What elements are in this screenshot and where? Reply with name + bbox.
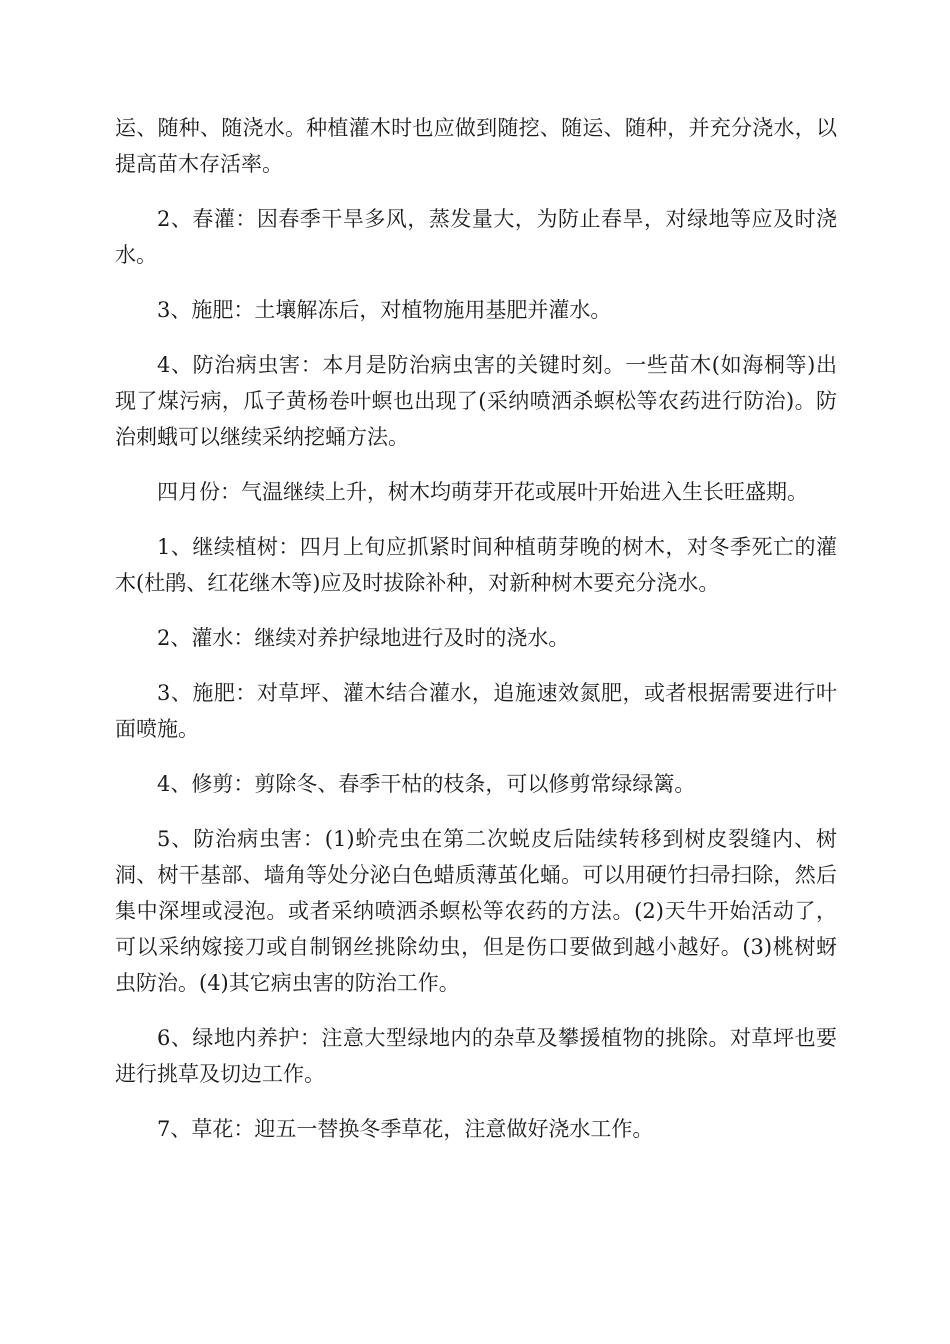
paragraph-april-heading: 四月份：气温继续上升，树木均萌芽开花或展叶开始进入生长旺盛期。 — [157, 480, 808, 504]
paragraph-april-fertilizing: 3、施肥：对草坪、灌木结合灌水，追施速效氮肥，或者根据需要进行叶面喷施。 — [115, 681, 837, 741]
paragraph-watering: 2、灌水：继续对养护绿地进行及时的浇水。 — [157, 626, 570, 650]
paragraph-fertilizing: 3、施肥：土壤解冻后，对植物施用基肥并灌水。 — [157, 298, 612, 322]
paragraph-april-pest-control: 5、防治病虫害：(1)蚧壳虫在第二次蜕皮后陆续转移到树皮裂缝内、树洞、树干基部、墙角等处分泌白色蜡质薄茧化蛹。可以用硬竹扫帚扫除，然后集中深埋或浸泡。或者采纳喷洒杀螟松等农药的方法。(2)天牛开始活动了，可以采纳嫁接刀或自制钢丝挑除幼虫，但是伤口要做到越小越好。(3)桃树蚜虫防治。(4)其它病虫害的防治工作。 — [115, 827, 837, 995]
paragraph-flowers: 7、草花：迎五一替换冬季草花，注意做好浇水工作。 — [157, 1117, 654, 1141]
paragraph-continue-planting: 1、继续植树：四月上旬应抓紧时间种植萌芽晚的树木，对冬季死亡的灌木(杜鹃、红花继木等)应及时拔除补种，对新种树木要充分浇水。 — [115, 535, 837, 595]
paragraph-greenland-maintenance: 6、绿地内养护：注意大型绿地内的杂草及攀援植物的挑除。对草坪也要进行挑草及切边工作。 — [115, 1026, 837, 1086]
paragraph-spring-irrigation: 2、春灌：因春季干旱多风，蒸发量大，为防止春旱，对绿地等应及时浇水。 — [115, 207, 837, 267]
document-body — [115, 110, 837, 1166]
paragraph-continuation: 运、随种、随浇水。种植灌木时也应做到随挖、随运、随种，并充分浇水，以提高苗木存活率。 — [115, 116, 837, 176]
paragraph-pest-control: 4、防治病虫害：本月是防治病虫害的关键时刻。一些苗木(如海桐等)出现了煤污病，瓜子黄杨卷叶螟也出现了(采纳喷洒杀螟松等农药进行防治)。防治刺蛾可以继续采纳挖蛹方法。 — [115, 353, 837, 449]
paragraph-pruning: 4、修剪：剪除冬、春季干枯的枝条，可以修剪常绿绿篱。 — [157, 772, 696, 796]
